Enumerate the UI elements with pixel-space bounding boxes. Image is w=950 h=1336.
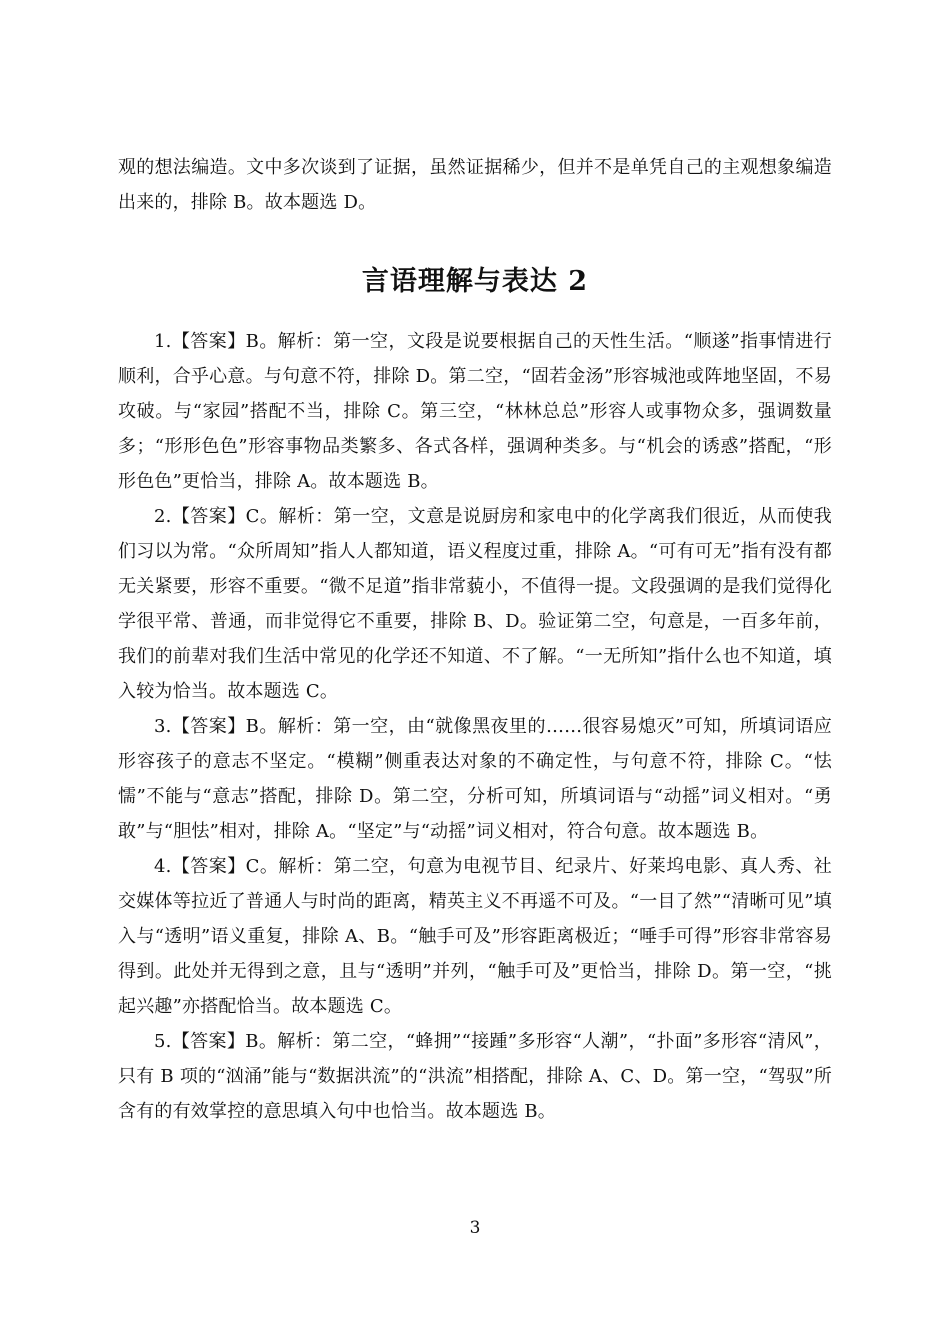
page-number: 3: [469, 1218, 481, 1238]
answer-item-5: 5.【答案】B。解析：第二空，“蜂拥”“接踵”多形容“人潮”，“扑面”多形容“清风”，只有 B 项的“汹涌”能与“数据洪流”的“洪流”相搭配，排除 A、C、D。第一空，“驾驭”所含有的有效掌控的意思填入句中也恰当。故本题选 B。: [118, 1031, 832, 1122]
answer-item-3: 3.【答案】B。解析：第一空，由“就像黑夜里的……很容易熄灭”可知，所填词语应形容孩子的意志不坚定。“模糊”侧重表达对象的不确定性，与句意不符，排除 C。“怯懦”不能与“意志”搭配，排除 D。第二空，分析可知，所填词语与“动摇”词义相对。“勇敢”与“胆怯”相对，排除 A。“坚定”与“动摇”词义相对，符合句意。故本题选 B。: [118, 716, 832, 842]
page-content: [118, 150, 832, 1129]
answer-item-4: 4.【答案】C。解析：第二空，句意为电视节目、纪录片、好莱坞电影、真人秀、社交媒体等拉近了普通人与时尚的距离，精英主义不再遥不可及。“一目了然”“清晰可见”填入与“透明”语义重复，排除 A、B。“触手可及”形容距离极近；“唾手可得”形容非常容易得到。此处并无得到之意，且与“透明”并列，“触手可及”更恰当，排除 D。第一空，“挑起兴趣”亦搭配恰当。故本题选 C。: [118, 856, 832, 1017]
answer-item-2: 2.【答案】C。解析：第一空，文意是说厨房和家电中的化学离我们很近，从而使我们习以为常。“众所周知”指人人都知道，语义程度过重，排除 A。“可有可无”指有没有都无关紧要，形容不重要。“微不足道”指非常藐小，不值得一提。文段强调的是我们觉得化学很平常、普通，而非觉得它不重要，排除 B、D。验证第二空，句意是，一百多年前，我们的前辈对我们生活中常见的化学还不知道、不了解。“一无所知”指什么也不知道，填入较为恰当。故本题选 C。: [118, 506, 832, 702]
section-title: 言语理解与表达 2: [361, 266, 589, 297]
intro-paragraph: 观的想法编造。文中多次谈到了证据，虽然证据稀少，但并不是单凭自己的主观想象编造出来的，排除 B。故本题选 D。: [118, 157, 832, 213]
answer-item-1: 1.【答案】B。解析：第一空，文段是说要根据自己的天性生活。“顺遂”指事情进行顺利，合乎心意。与句意不符，排除 D。第二空，“固若金汤”形容城池或阵地坚固，不易攻破。与“家园”搭配不当，排除 C。第三空，“林林总总”形容人或事物众多，强调数量多；“形形色色”形容事物品类繁多、各式各样，强调种类多。与“机会的诱惑”搭配，“形形色色”更恰当，排除 A。故本题选 B。: [118, 331, 832, 492]
